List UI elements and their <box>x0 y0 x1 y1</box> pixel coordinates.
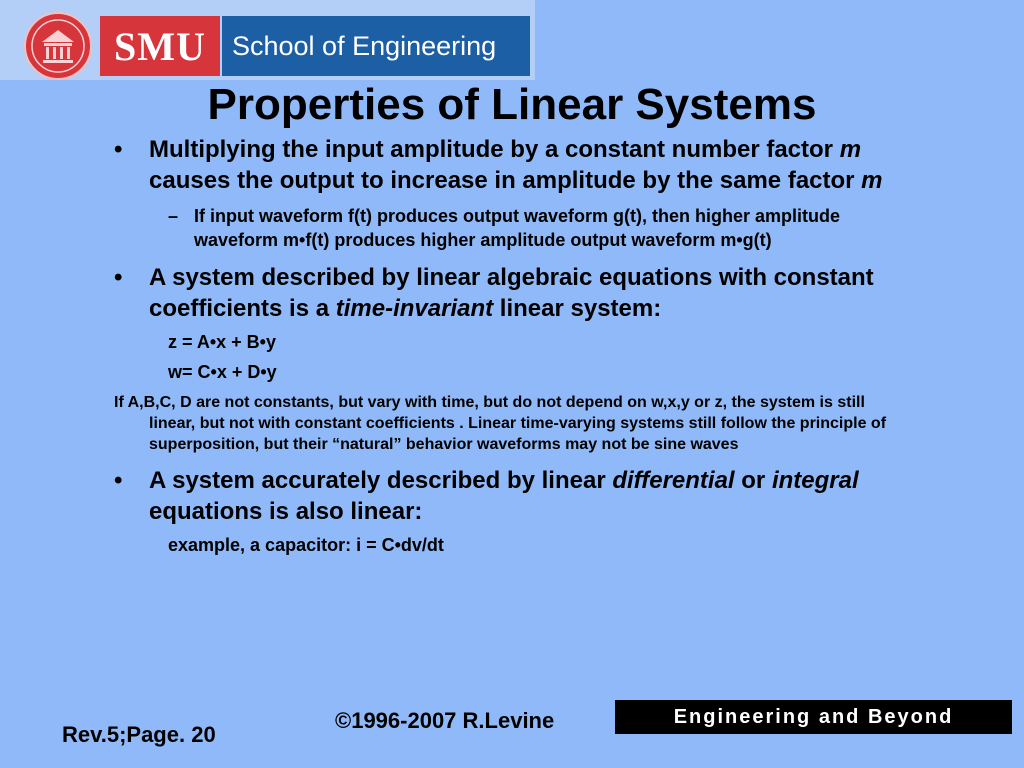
equation-3: example, a capacitor: i = C•dv/dt <box>168 535 444 555</box>
sub-bullet-1-text: If input waveform f(t) produces output waveform g(t), then higher amplitude waveform m•f(t) produces higher amplitude output waveform m•g(t) <box>194 206 840 250</box>
bullet-2 <box>114 262 914 324</box>
bullet-dot: • <box>114 264 123 291</box>
bullet-3-em-b: integral <box>771 467 859 494</box>
bullet-3-text-b: or <box>734 467 772 494</box>
note-paragraph: If A,B,C, D are not constants, but vary with time, but do not depend on w,x,y or z, the system is still linear, but not with constant coefficients . Linear time-varying systems still follow the principle of superposition, but their “natural” behavior waveforms may not be sine waves <box>114 394 887 453</box>
slide-content <box>114 134 914 557</box>
smu-seal-logo <box>24 12 92 80</box>
bullet-2-text-b: linear system: <box>493 295 662 322</box>
bullet-3 <box>114 465 914 527</box>
smu-logo-text: SMU <box>100 16 220 76</box>
bullet-3-text-c: equations is also linear: <box>149 498 423 525</box>
sub-bullet-dash: – <box>168 206 179 226</box>
slide-title: Properties of Linear Systems <box>207 80 817 129</box>
bullet-1 <box>114 134 914 196</box>
bullet-1-text-a: Multiplying the input amplitude by a constant number factor <box>149 136 840 163</box>
bullet-2-em: time-invariant <box>335 295 494 322</box>
equation-2: w= C•x + D•y <box>168 362 277 382</box>
bullet-3-em-a: differential <box>612 467 735 494</box>
page-number: Rev.5;Page. 20 <box>62 722 216 747</box>
engineering-beyond-banner: Engineering and Beyond <box>615 700 1012 734</box>
sub-bullet-1 <box>114 204 914 252</box>
bullet-3-text-a: A system accurately described by linear <box>149 467 613 494</box>
equation-1: z = A•x + B•y <box>168 332 276 352</box>
bullet-1-text-b: causes the output to increase in amplitude by the same factor <box>149 167 862 194</box>
seal-building-icon <box>26 14 90 78</box>
bullet-2-text-a: A system described by linear algebraic equations with constant coefficients is a <box>149 264 874 322</box>
bullet-1-em-a: m <box>839 136 862 163</box>
bullet-dot: • <box>114 467 123 494</box>
school-name: School of Engineering <box>222 16 530 76</box>
bullet-dot: • <box>114 136 123 163</box>
copyright: ©1996-2007 R.Levine <box>335 708 555 733</box>
bullet-1-em-b: m <box>861 167 883 194</box>
